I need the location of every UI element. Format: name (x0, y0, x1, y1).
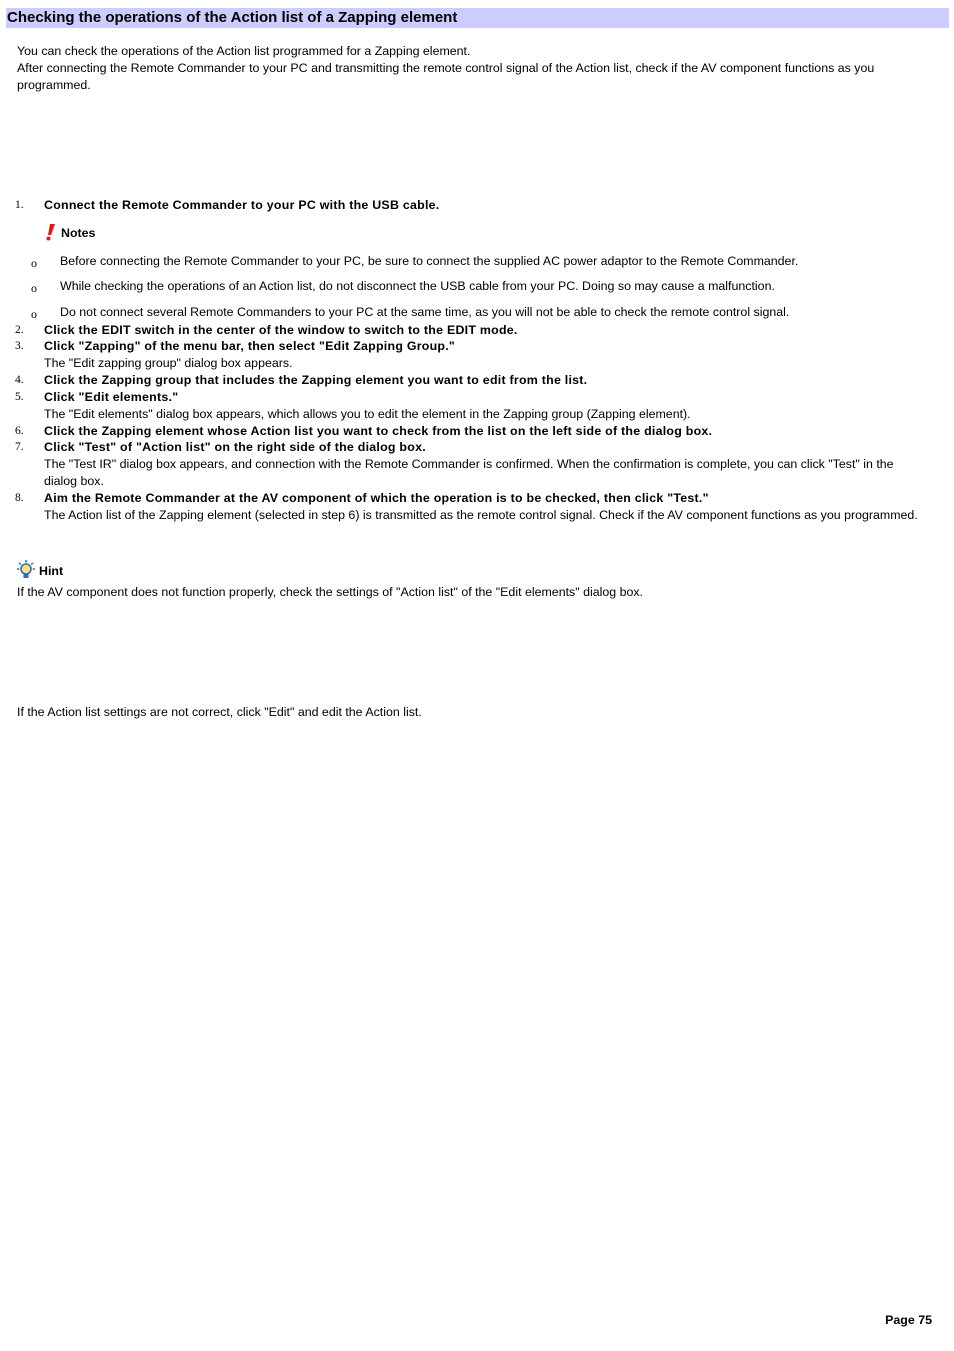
bullet-marker: o (31, 256, 37, 270)
step-number: 5. (15, 391, 24, 403)
step-description: The Action list of the Zapping element (selected in step 6) is transmitted as the remote control signal. Check if the AV component functions as you programmed. (44, 508, 918, 522)
step-7 (0, 439, 954, 456)
note-text: Before connecting the Remote Commander to your PC, be sure to connect the supplied AC power adaptor to the Remote Commander. (60, 254, 799, 268)
note-text: While checking the operations of an Action list, do not disconnect the USB cable from your PC. Doing so may cause a malfunction. (60, 279, 775, 293)
intro-line: After connecting the Remote Commander to your PC and transmitting the remote control signal of the Action list, check if the AV component functions as you programmed. (17, 61, 875, 92)
hint-text: If the AV component does not function properly, check the settings of "Action list" of the "Edit elements" dialog box. (17, 585, 644, 599)
page-number: Page 75 (885, 1313, 932, 1327)
step-number: 8. (15, 492, 24, 504)
closing-text: If the Action list settings are not correct, click "Edit" and edit the Action list. (17, 705, 422, 719)
step-text: Click "Test" of "Action list" on the right side of the dialog box. (44, 440, 426, 454)
step-text: Connect the Remote Commander to your PC with the USB cable. (44, 198, 440, 212)
step-text: Click the Zapping group that includes the Zapping element you want to edit from the list. (44, 373, 588, 387)
lightbulb-icon (17, 560, 35, 580)
step-text: Click "Zapping" of the menu bar, then select "Edit Zapping Group." (44, 339, 456, 353)
step-number: 6. (15, 425, 24, 437)
step-5 (0, 389, 954, 406)
exclamation-icon (44, 223, 57, 241)
step-text: Click "Edit elements." (44, 390, 179, 404)
step-1 (0, 197, 954, 214)
step-number: 4. (15, 374, 24, 386)
step-text: Aim the Remote Commander at the AV component of which the operation is to be checked, then click "Test." (44, 491, 709, 505)
step-6 (0, 423, 954, 440)
step-number: 2. (15, 324, 24, 336)
step-2 (0, 322, 954, 339)
step-text: Click the Zapping element whose Action list you want to check from the list on the left side of the dialog box. (44, 424, 713, 438)
step-description: The "Edit elements" dialog box appears, which allows you to edit the element in the Zapping group (Zapping element). (44, 407, 691, 421)
step-8 (0, 490, 954, 507)
title-bar (6, 8, 949, 28)
step-number: 3. (15, 340, 24, 352)
step-number: 7. (15, 441, 24, 453)
notes-label: Notes (61, 226, 96, 240)
hint-label: Hint (39, 564, 64, 578)
intro-text (17, 43, 937, 94)
step-4 (0, 372, 954, 389)
bullet-marker: o (31, 307, 37, 321)
step-3 (0, 338, 954, 355)
bullet-marker: o (31, 281, 37, 295)
page-title: Checking the operations of the Action list of a Zapping element (7, 9, 458, 26)
step-number: 1. (15, 199, 24, 211)
note-text: Do not connect several Remote Commanders to your PC at the same time, as you will not be able to check the remote control signal. (60, 305, 790, 319)
intro-line: You can check the operations of the Action list programmed for a Zapping element. (17, 44, 471, 58)
step-description: The "Test IR" dialog box appears, and connection with the Remote Commander is confirmed. When the confirmation is complete, you can click "Test" in the dialog box. (44, 457, 894, 488)
step-text: Click the EDIT switch in the center of the window to switch to the EDIT mode. (44, 323, 518, 337)
step-description: The "Edit zapping group" dialog box appears. (44, 356, 293, 370)
